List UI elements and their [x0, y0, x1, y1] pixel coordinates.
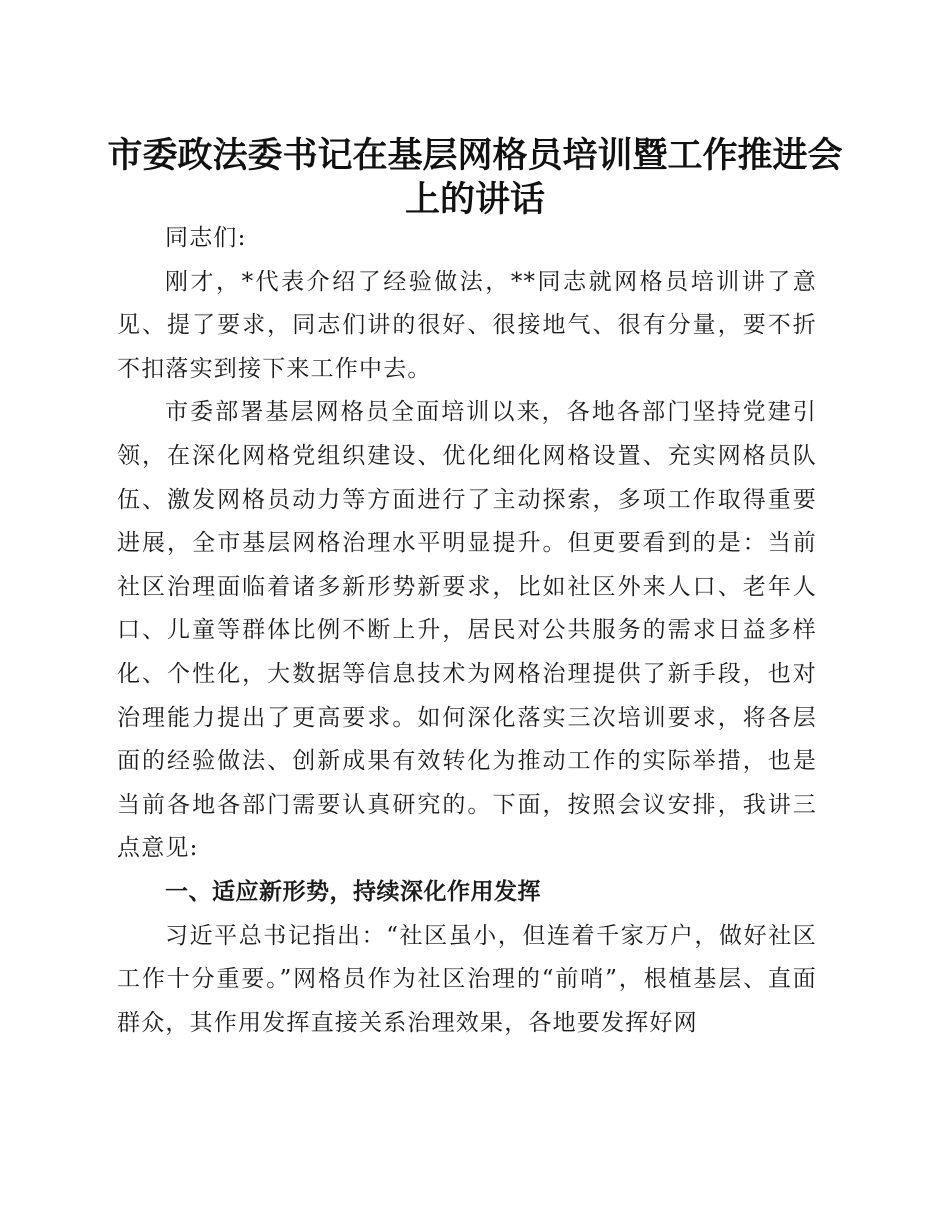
section-heading: 一、适应新形势，持续深化作用发挥 — [165, 878, 541, 905]
paragraph-opening: 刚才，*代表介绍了经验做法，**同志就网格员培训讲了意见、提了要求，同志们讲的很好、很接地气、很有分量，要不折不扣落实到接下来工作中去。 — [117, 268, 817, 382]
paragraph-background: 市委部署基层网格员全面培训以来，各地各部门坚持党建引领，在深化网格党组织建设、优化细化网格设置、充实网格员队伍、激发网格员动力等方面进行了主动探索，多项工作取得重要进展，全市基层网格治理水平明显提升。但更要看到的是：当前社区治理面临着诸多新形势新要求，比如社区外来人口、老年人口、儿童等群体比例不断上升，居民对公共服务的需求日益多样化、个性化，大数据等信息技术为网格治理提供了新手段，也对治理能力提出了更高要求。如何深化落实三次培训要求，将各层面的经验做法、创新成果有效转化为推动工作的实际举措，也是当前各地各部门需要认真研究的。下面，按照会议安排，我讲三点意见: — [117, 399, 817, 862]
document-body — [117, 217, 817, 1045]
paragraph-section-one: 习近平总书记指出：“社区虽小，但连着千家万户，做好社区工作十分重要。”网格员作为社区治理的“前哨”，根植基层、直面群众，其作用发挥直接关系治理效果，各地要发挥好网 — [117, 922, 817, 1036]
salutation: 同志们: — [165, 225, 247, 251]
document-title: 市委政法委书记在基层网格员培训暨工作推进会上的讲话 — [107, 135, 843, 220]
